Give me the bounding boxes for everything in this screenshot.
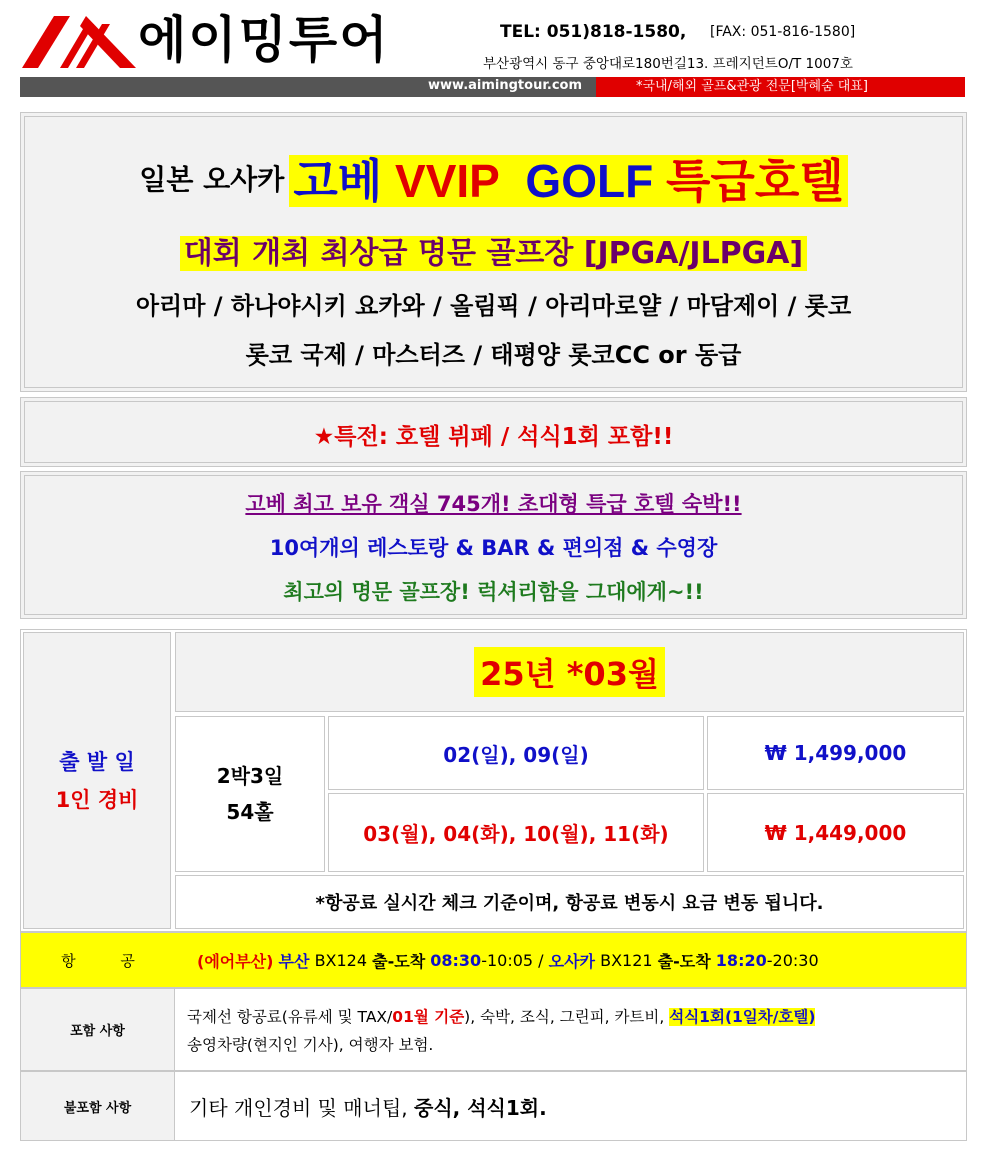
included-row xyxy=(20,988,967,1071)
outbound-arrival: -10:05 / xyxy=(481,950,544,970)
highlights-panel xyxy=(20,471,967,619)
title-highlight xyxy=(289,155,847,207)
outbound-flight: BX124 xyxy=(314,950,368,970)
main-title xyxy=(21,145,966,211)
title-panel xyxy=(20,112,967,392)
excluded-row xyxy=(20,1071,967,1141)
brand-name: 에이밍투어 xyxy=(138,11,390,69)
excluded-text-a: 기타 개인경비 및 매너팁, xyxy=(189,1095,408,1120)
phone-number: TEL: 051)818-1580, xyxy=(500,22,687,42)
return-arrival: -20:30 xyxy=(766,950,819,970)
outbound-label: 출-도착 xyxy=(372,951,426,971)
title-vvip: VVIP xyxy=(395,155,500,207)
highlight-rooms: 고베 최고 보유 객실 745개! 초대형 특급 호텔 숙박!! xyxy=(245,492,742,516)
origin-city: 부산 xyxy=(278,951,310,971)
included-text-e: 송영차량(현지인 기사), 여행자 보험. xyxy=(187,1036,434,1054)
included-basis: 01월 기준 xyxy=(392,1008,465,1026)
price-row-1: ₩ 1,499,000 xyxy=(707,716,964,790)
courses-line-2: 롯코 국제 / 마스터즈 / 태평양 롯코CC or 동급 xyxy=(245,341,742,369)
excluded-label: 불포함 사항 xyxy=(21,1072,175,1140)
title-hotel: 특급호텔 xyxy=(665,155,844,207)
benefit-panel xyxy=(20,397,967,467)
included-dinner: 석식1회(1일차/호텔) xyxy=(669,1008,816,1026)
duration-cell xyxy=(175,716,325,872)
website-link[interactable]: www.aimingtour.com xyxy=(428,78,583,93)
subtitle: 대회 개최 최상급 명문 골프장 [JPGA/JLPGA] xyxy=(180,236,807,271)
outbound-departure: 08:30 xyxy=(430,950,482,970)
excluded-meals: 중식, 석식1회. xyxy=(414,1095,547,1120)
depart-label: 출 발 일 xyxy=(59,749,135,774)
flight-info xyxy=(197,933,819,987)
price-note: *항공료 실시간 체크 기준이며, 항공료 변동시 요금 변동 됩니다. xyxy=(175,875,964,929)
month-cell xyxy=(175,632,964,712)
return-flight: BX121 xyxy=(600,950,653,970)
included-text-a: 국제선 항공료(유류세 및 TAX/ xyxy=(187,1008,393,1026)
title-golf: GOLF xyxy=(525,155,654,207)
website-bar xyxy=(20,77,965,97)
address: 부산광역시 동구 중앙대로180번길13. 프레지던트O/T 1007호 xyxy=(483,56,853,72)
highlight-facilities: 10여개의 레스토랑 & BAR & 편의점 & 수영장 xyxy=(269,536,718,560)
return-label: 출-도착 xyxy=(657,951,711,971)
included-label: 포함 사항 xyxy=(21,989,175,1070)
courses-line-1: 아리마 / 하나야시키 요카와 / 올림픽 / 아리마로얄 / 마담제이 / 롯코 xyxy=(135,292,852,320)
month-label: 25년 *03월 xyxy=(474,647,665,697)
dates-row-1: 02(일), 09(일) xyxy=(328,716,704,790)
airline: (에어부산) xyxy=(197,951,274,971)
dates-row-2: 03(월), 04(화), 10(월), 11(화) xyxy=(328,793,704,872)
price-row-2: ₩ 1,449,000 xyxy=(707,793,964,872)
price-label: 1인 경비 xyxy=(55,787,139,812)
schedule-table xyxy=(20,629,967,932)
fax-number: [FAX: 051-816-1580] xyxy=(710,24,856,40)
destination-city: 오사카 xyxy=(548,951,596,971)
duration: 2박3일 xyxy=(216,764,284,788)
return-departure: 18:20 xyxy=(715,950,767,970)
tagline: *국내/해외 골프&관광 전문[박혜숨 대표] xyxy=(596,77,965,97)
holes: 54홀 xyxy=(226,800,274,824)
flight-row xyxy=(20,932,967,988)
benefit-text: ★특전: 호텔 뷔페 / 석식1회 포함!! xyxy=(313,424,674,450)
title-city: 고베 xyxy=(293,155,383,207)
excluded-text xyxy=(189,1072,547,1140)
flight-label: 항 공 xyxy=(61,951,155,970)
included-text-c: ), 숙박, 조식, 그린피, 카트비, xyxy=(464,1008,665,1026)
included-text xyxy=(187,1003,956,1059)
highlight-golf: 최고의 명문 골프장! 럭셔리함을 그대에게~!! xyxy=(283,580,704,604)
title-prefix: 일본 오사카 xyxy=(139,163,285,196)
depart-label-cell xyxy=(23,632,171,929)
company-logo xyxy=(20,14,138,70)
